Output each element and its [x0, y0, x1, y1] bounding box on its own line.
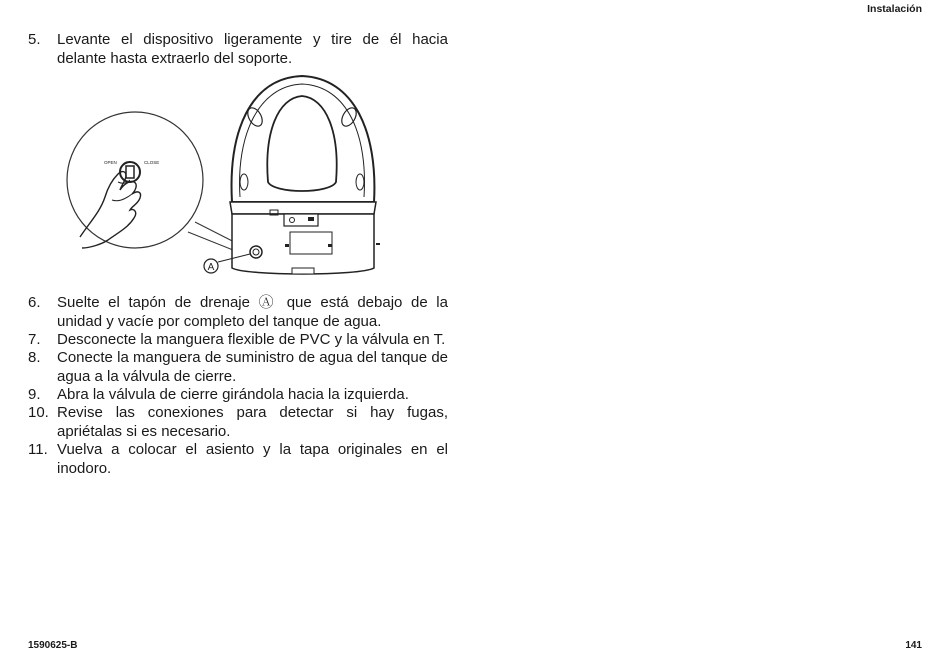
- step-number: 10.: [28, 404, 49, 421]
- step-text: Suelte el tapón de drenaje Ⓐ que está debajo de la unidad y vacíe por completo del tanque de agua.: [57, 294, 448, 330]
- step-11: [28, 441, 448, 478]
- knob-close-label: CLOSE: [144, 160, 160, 165]
- step-text: Desconecte la manguera flexible de PVC y la válvula en T.: [57, 331, 446, 348]
- step-7: [28, 331, 448, 350]
- step-6: [28, 294, 448, 331]
- section-header: Instalación: [867, 3, 922, 15]
- step-number: 11.: [28, 441, 48, 458]
- page-number: 141: [905, 640, 922, 651]
- step-number: 7.: [28, 331, 41, 348]
- step-10: [28, 404, 448, 441]
- callout-a-label: A: [207, 262, 215, 273]
- valve-detail-circle: [67, 112, 203, 248]
- step-text: Revise las conexiones para detectar si hay fugas, apriétalas si es necesario.: [57, 404, 448, 440]
- toilet-seat-drawing: [230, 76, 380, 274]
- step-8: [28, 349, 448, 386]
- step-9: [28, 386, 448, 405]
- step-text: Abra la válvula de cierre girándola hacia la izquierda.: [57, 386, 409, 403]
- step-5: [28, 31, 448, 68]
- step-number: 8.: [28, 349, 41, 366]
- step-number: 5.: [28, 31, 41, 48]
- step-number: 6.: [28, 294, 41, 311]
- step-number: 9.: [28, 386, 41, 403]
- document-number: 1590625-B: [28, 640, 78, 651]
- step-text: Conecte la manguera de suministro de agua del tanque de agua a la válvula de cierre.: [57, 349, 448, 385]
- step-text: Levante el dispositivo ligeramente y tire de él hacia delante hasta extraerlo del soporte.: [57, 31, 448, 67]
- step-text: Vuelva a colocar el asiento y la tapa originales en el inodoro.: [57, 441, 448, 477]
- knob-open-label: OPEN: [104, 160, 117, 165]
- drain-plug-illustration: [60, 72, 390, 287]
